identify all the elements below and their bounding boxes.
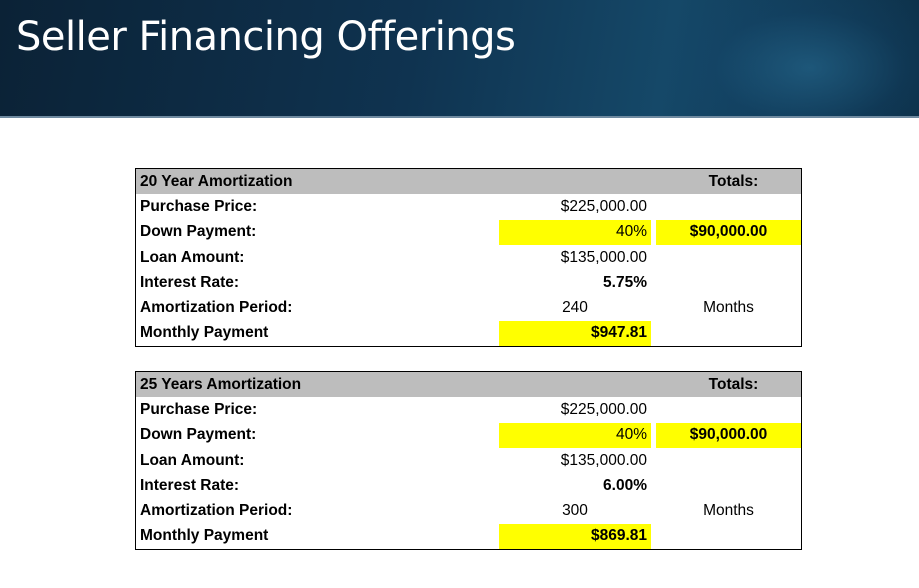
loan-amount-value: $135,000.00 xyxy=(560,248,647,266)
purchase-price-label: Purchase Price: xyxy=(140,400,258,418)
interest-rate-label: Interest Rate: xyxy=(140,476,240,494)
purchase-price-row xyxy=(136,194,801,219)
amortization-period-row xyxy=(136,295,801,320)
monthly-payment-value: $869.81 xyxy=(499,524,651,549)
table-heading: 25 Years Amortization xyxy=(140,375,302,393)
down-payment-label: Down Payment: xyxy=(140,426,257,444)
down-payment-percent: 40% xyxy=(499,423,651,448)
down-payment-row xyxy=(136,220,801,245)
totals-label: Totals: xyxy=(708,172,759,190)
amortization-table-20-year xyxy=(135,168,802,347)
purchase-price-value: $225,000.00 xyxy=(560,197,647,215)
amortization-period-row xyxy=(136,498,801,523)
loan-amount-label: Loan Amount: xyxy=(140,451,245,469)
amortization-period-value: 240 xyxy=(562,299,588,317)
totals-label: Totals: xyxy=(708,375,759,393)
interest-rate-row xyxy=(136,473,801,498)
monthly-payment-label: Monthly Payment xyxy=(140,527,269,545)
down-payment-row xyxy=(136,423,801,448)
period-unit: Months xyxy=(703,502,754,520)
loan-amount-row xyxy=(136,245,801,270)
interest-rate-value: 5.75% xyxy=(603,273,647,291)
monthly-payment-value: $947.81 xyxy=(499,321,651,346)
amortization-table-25-year xyxy=(135,371,802,550)
monthly-payment-label: Monthly Payment xyxy=(140,324,269,342)
page-title: Seller Financing Offerings xyxy=(16,14,516,60)
amortization-period-label: Amortization Period: xyxy=(140,299,293,317)
down-payment-total: $90,000.00 xyxy=(656,220,801,245)
down-payment-total: $90,000.00 xyxy=(656,423,801,448)
monthly-payment-row xyxy=(136,321,801,346)
interest-rate-value: 6.00% xyxy=(603,476,647,494)
amortization-period-label: Amortization Period: xyxy=(140,502,293,520)
down-payment-percent: 40% xyxy=(499,220,651,245)
loan-amount-value: $135,000.00 xyxy=(560,451,647,469)
monthly-payment-row xyxy=(136,524,801,549)
purchase-price-label: Purchase Price: xyxy=(140,197,258,215)
table-header-row xyxy=(136,169,801,194)
interest-rate-row xyxy=(136,270,801,295)
amortization-period-value: 300 xyxy=(562,502,588,520)
loan-amount-label: Loan Amount: xyxy=(140,248,245,266)
period-unit: Months xyxy=(703,299,754,317)
title-banner xyxy=(0,0,919,118)
down-payment-label: Down Payment: xyxy=(140,223,257,241)
table-header-row xyxy=(136,372,801,397)
purchase-price-row xyxy=(136,397,801,422)
purchase-price-value: $225,000.00 xyxy=(560,400,647,418)
interest-rate-label: Interest Rate: xyxy=(140,273,240,291)
table-heading: 20 Year Amortization xyxy=(140,172,293,190)
loan-amount-row xyxy=(136,448,801,473)
